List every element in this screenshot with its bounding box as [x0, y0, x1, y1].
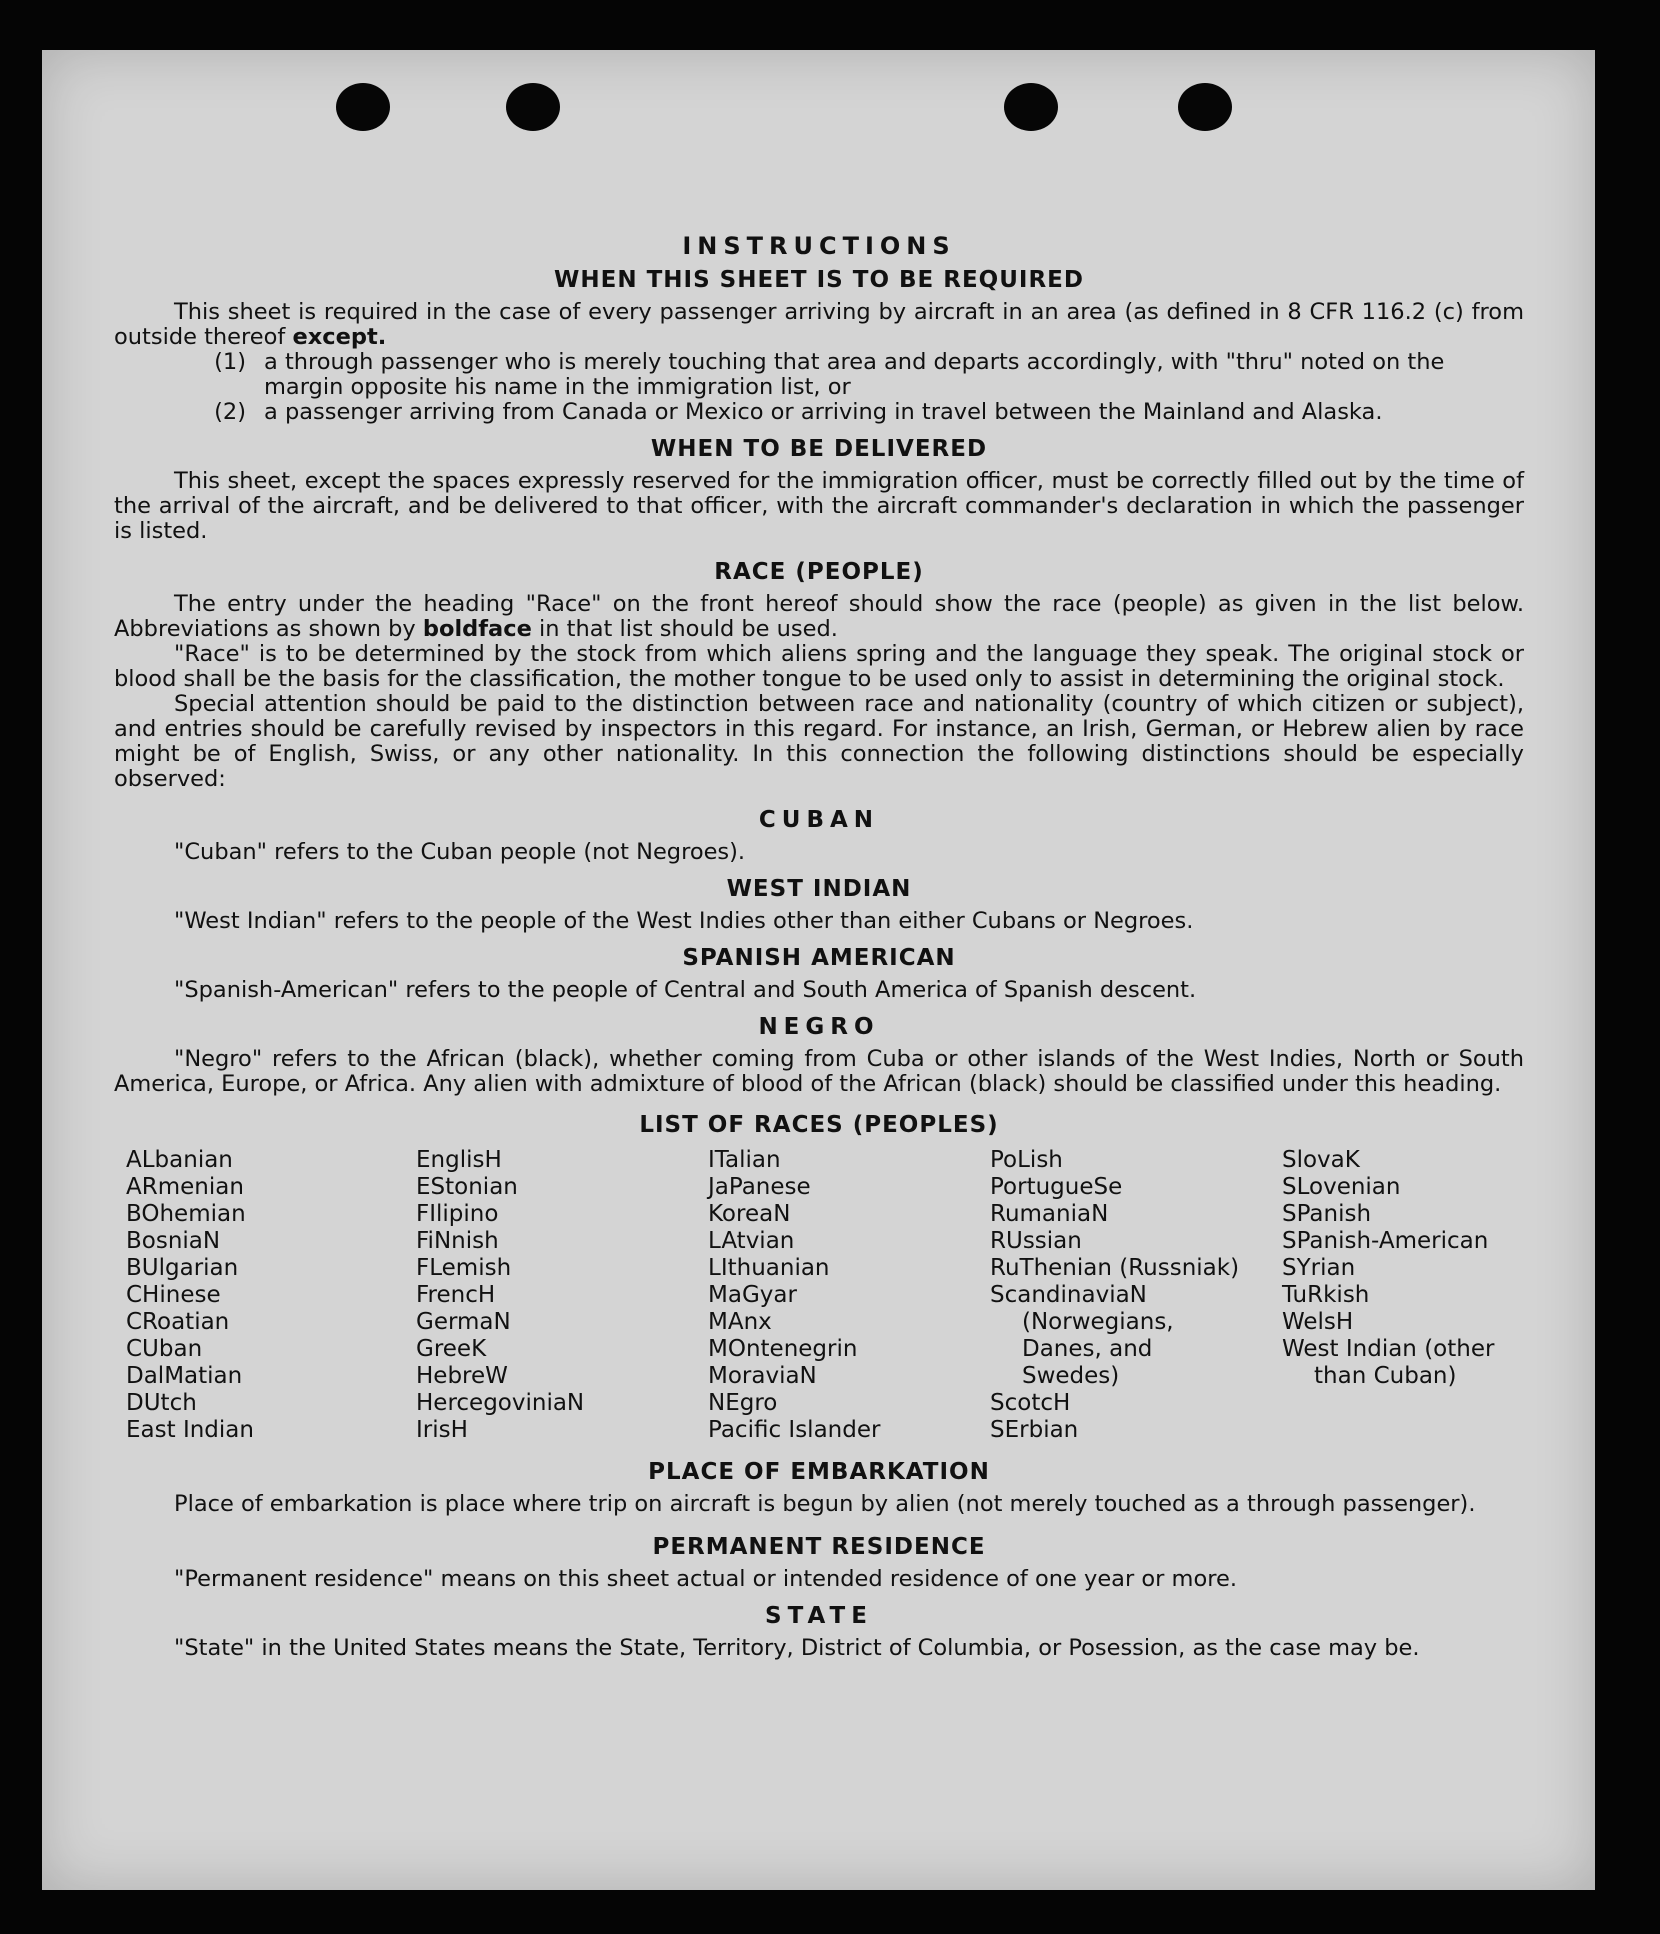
section-heading-race: RACE (PEOPLE): [714, 559, 924, 585]
race-column-3: [708, 1147, 990, 1444]
section-heading-state: STATE: [765, 1603, 873, 1629]
race-item: Swedes): [1022, 1363, 1120, 1389]
race-item: RuThenian (Russniak): [990, 1255, 1240, 1281]
race-item: EStonian: [416, 1174, 518, 1200]
race-item: ITalian: [708, 1147, 781, 1173]
race-item: CUban: [126, 1336, 203, 1362]
race-item: (Norwegians,: [1022, 1309, 1174, 1335]
race-item: NEgro: [708, 1390, 778, 1416]
section-heading-delivered: WHEN TO BE DELIVERED: [650, 436, 988, 462]
race-item: KoreaN: [708, 1201, 791, 1227]
race-item: HebreW: [416, 1363, 508, 1389]
race-column-2: [416, 1147, 708, 1444]
race-item: IrisH: [416, 1417, 468, 1443]
race-item: ScotcH: [990, 1390, 1071, 1416]
exception-item-1: (1) a through passenger who is merely touching that area and departs accordingly, with "thru" noted on the margin opposite his name in the immigration list, or: [214, 349, 1445, 400]
race-item: MoraviaN: [708, 1363, 817, 1389]
race-item: MOntenegrin: [708, 1336, 858, 1362]
race-item: SlovaK: [1282, 1147, 1360, 1173]
exception-item-2: (2) a passenger arriving from Canada or Mexico or arriving in travel between the Mainland and Alaska.: [214, 399, 1383, 425]
race-item: SLovenian: [1282, 1174, 1401, 1200]
delivered-text: This sheet, except the spaces expressly reserved for the immigration officer, must be correctly filled out by the time of the arrival of the aircraft, and be delivered to that officer, with the aircraft commander's declaration in which the passenger is listed.: [114, 468, 1524, 544]
race-item: FIlipino: [416, 1201, 499, 1227]
race-item: ALbanian: [126, 1147, 233, 1173]
race-item: DalMatian: [126, 1363, 243, 1389]
embarkation-text: Place of embarkation is place where trip on aircraft is begun by alien (not merely touched as a through passenger).: [174, 1491, 1476, 1517]
race-item: SPanish: [1282, 1201, 1372, 1227]
punch-hole: [506, 83, 560, 131]
section-heading-embarkation: PLACE OF EMBARKATION: [648, 1459, 990, 1485]
race-item: East Indian: [126, 1417, 254, 1443]
residence-text: "Permanent residence" means on this sheet actual or intended residence of one year or more.: [174, 1566, 1237, 1592]
west-indian-text: "West Indian" refers to the people of the West Indies other than either Cubans or Negroes.: [174, 908, 1194, 934]
race-paragraph-2: "Race" is to be determined by the stock from which aliens spring and the language they speak. The original stock or blood shall be the basis for the classification, the mother tongue to be used only to assist in determining the original stock.: [114, 641, 1524, 692]
race-item: FLemish: [416, 1255, 512, 1281]
race-item: SPanish-American: [1282, 1228, 1489, 1254]
negro-text: "Negro" refers to the African (black), whether coming from Cuba or other islands of the West Indies, North or South America, Europe, or Africa. Any alien with admixture of blood of the African (black) should be classified under this heading.: [114, 1046, 1524, 1097]
race-item: SYrian: [1282, 1255, 1356, 1281]
race-item: FiNnish: [416, 1228, 499, 1254]
race-item: BUlgarian: [126, 1255, 239, 1281]
race-column-4: [990, 1147, 1282, 1444]
race-column-1: [126, 1147, 416, 1444]
race-item: LAtvian: [708, 1228, 795, 1254]
section-heading-negro: NEGRO: [758, 1014, 880, 1040]
race-item: HercegoviniaN: [416, 1390, 585, 1416]
race-item: MaGyar: [708, 1282, 797, 1308]
race-column-5: [1282, 1147, 1532, 1444]
punch-hole: [1178, 83, 1232, 131]
section-heading-residence: PERMANENT RESIDENCE: [652, 1534, 986, 1560]
race-item: CRoatian: [126, 1309, 230, 1335]
race-item: ScandinaviaN: [990, 1282, 1147, 1308]
section-heading-required: WHEN THIS SHEET IS TO BE REQUIRED: [554, 267, 1084, 293]
race-item: EnglisH: [416, 1147, 502, 1173]
race-item: PoLish: [990, 1147, 1063, 1173]
race-item: GreeK: [416, 1336, 487, 1362]
race-item: BosniaN: [126, 1228, 221, 1254]
race-item: Danes, and: [1022, 1336, 1153, 1362]
race-item: TuRkish: [1282, 1282, 1370, 1308]
state-text: "State" in the United States means the State, Territory, District of Columbia, or Posession, as the case may be.: [174, 1635, 1420, 1661]
page-title: INSTRUCTIONS: [682, 232, 956, 260]
race-item: MAnx: [708, 1309, 772, 1335]
race-item: SErbian: [990, 1417, 1079, 1443]
section-heading-list-of-races: LIST OF RACES (PEOPLES): [639, 1112, 999, 1138]
race-item: ARmenian: [126, 1174, 244, 1200]
race-item: GermaN: [416, 1309, 511, 1335]
race-item: West Indian (other: [1282, 1336, 1495, 1362]
race-item: CHinese: [126, 1282, 221, 1308]
race-item: DUtch: [126, 1390, 197, 1416]
race-item: WelsH: [1282, 1309, 1354, 1335]
cuban-text: "Cuban" refers to the Cuban people (not Negroes).: [174, 839, 746, 865]
race-item: PortugueSe: [990, 1174, 1123, 1200]
race-item: BOhemian: [126, 1201, 246, 1227]
race-list: [126, 1147, 1524, 1444]
race-item: FrencH: [416, 1282, 496, 1308]
section-heading-spanish-american: SPANISH AMERICAN: [682, 945, 956, 971]
document-sheet: [42, 50, 1595, 1890]
race-item: RUssian: [990, 1228, 1082, 1254]
punch-hole: [336, 83, 390, 131]
punch-hole: [1004, 83, 1058, 131]
section-heading-west-indian: WEST INDIAN: [726, 876, 912, 902]
race-item: LIthuanian: [708, 1255, 830, 1281]
required-intro: This sheet is required in the case of every passenger arriving by aircraft in an area (as defined in 8 CFR 116.2 (c) from outside thereof except.: [114, 299, 1524, 350]
race-paragraph-1: The entry under the heading "Race" on the front hereof should show the race (people) as given in the list below. Abbreviations as shown by boldface in that list should be used.: [114, 591, 1524, 642]
race-paragraph-3: Special attention should be paid to the distinction between race and nationality (country of which citizen or subject), and entries should be carefully revised by inspectors in this regard. For instance, an Irish, German, or Hebrew alien by race might be of English, Swiss, or any other nationality. In this connection the following distinctions should be especially observed:: [114, 691, 1524, 792]
section-heading-cuban: CUBAN: [758, 807, 880, 833]
instructions-content: [114, 180, 1524, 1661]
race-item: JaPanese: [708, 1174, 811, 1200]
spanish-american-text: "Spanish-American" refers to the people of Central and South America of Spanish descent.: [174, 977, 1197, 1003]
race-item: Pacific Islander: [708, 1417, 881, 1443]
race-item: RumaniaN: [990, 1201, 1109, 1227]
race-item: than Cuban): [1314, 1363, 1457, 1389]
